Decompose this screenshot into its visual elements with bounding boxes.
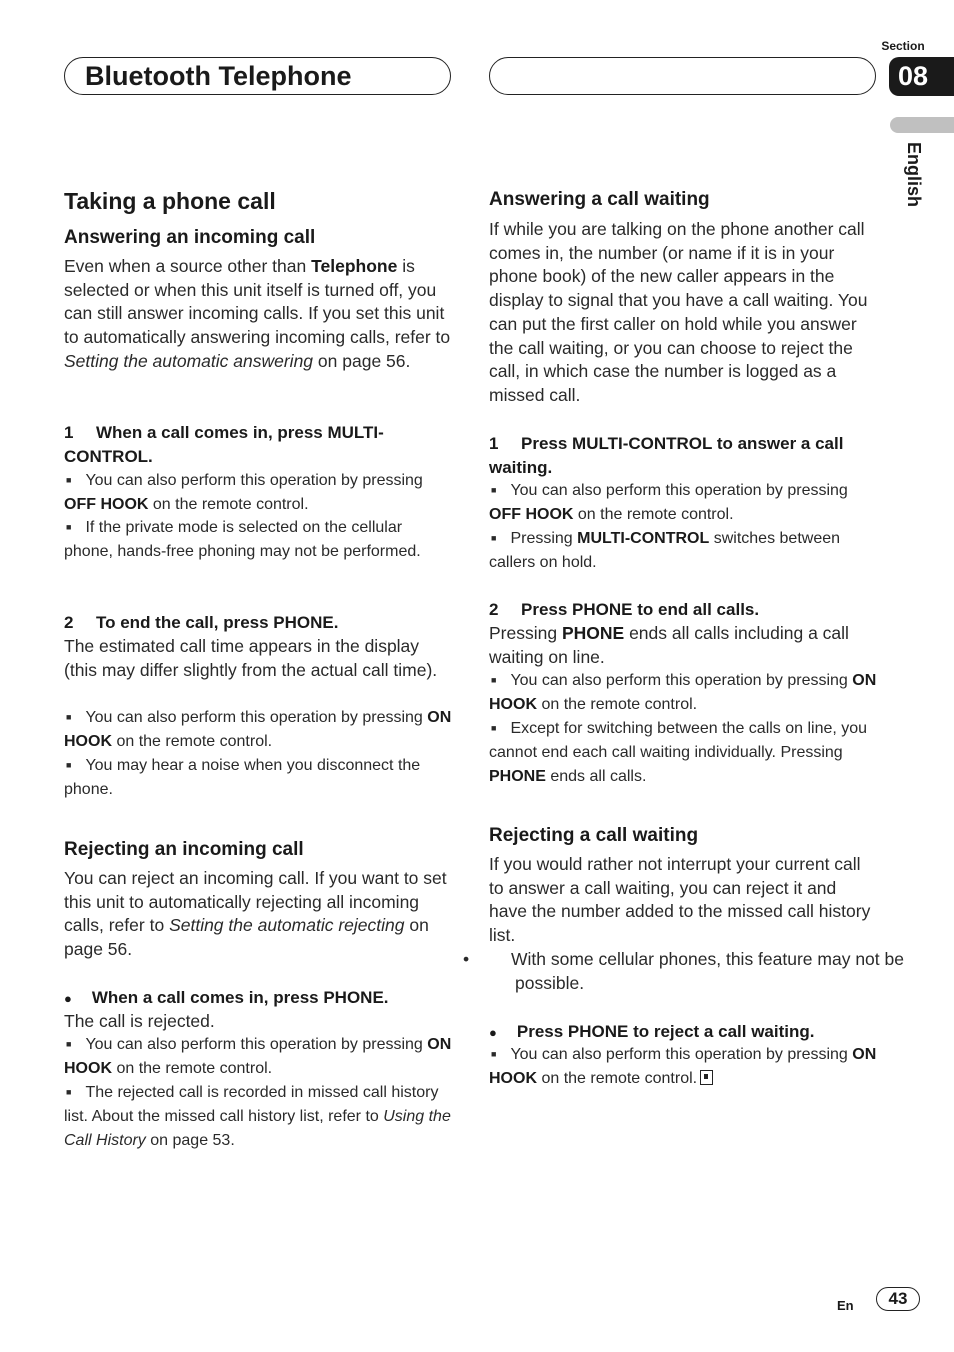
note-1a: ■ You can also perform this operation by pressing OFF HOOK on the remote control. [489, 482, 848, 523]
answer-heading: Answering an incoming call [64, 227, 316, 248]
step-1: 1 Press MULTI-CONTROL to answer a call waiting. [489, 434, 844, 477]
square-bullet-icon: ■ [66, 1087, 72, 1097]
reject-paragraph: You can reject an incoming call. If you want to set this unit to automatically rejecting all incoming calls, refer to Setting the automatic rejecting on page 56. [64, 868, 447, 960]
reject-waiting-step: ● Press PHONE to reject a call waiting. [489, 1022, 815, 1041]
reject-waiting-heading: Rejecting a call waiting [489, 825, 699, 846]
round-bullet-icon: ● [489, 1025, 497, 1040]
square-bullet-icon: ■ [491, 723, 497, 733]
page-title: Bluetooth Telephone [85, 61, 352, 91]
header-title-box [64, 57, 451, 95]
note-1b: ■ If the private mode is selected on the cellular phone, hands-free phoning may not be performed. [64, 519, 421, 560]
header-empty-box [489, 57, 876, 95]
step-2: 2 To end the call, press PHONE. [64, 613, 339, 632]
step-2-paragraph: Pressing PHONE ends all calls including a call waiting on line. [489, 623, 849, 667]
note-1a: ■ You can also perform this operation by pressing OFF HOOK on the remote control. [64, 472, 423, 513]
note-2b: ■ Except for switching between the calls on line, you cannot end each call waiting individually. Pressing PHONE ends all calls. [489, 720, 868, 785]
language-tab-bar [890, 117, 954, 133]
note-2a: ■ You can also perform this operation by pressing ON HOOK on the remote control. [489, 672, 877, 713]
waiting-paragraph: If while you are talking on the phone another call comes in, the number (or name if it is in your phone book) of the new caller appears in the display to signal that you have a call waiting. You can put the first caller on hold while you answer the call waiting, or you can choose to reject the call, in which case the number is logged as a missed call. [489, 219, 868, 405]
reject-waiting-paragraph: If you would rather not interrupt your current call to answer a call waiting, you can reject it and have the number added to the missed call history list. [489, 854, 871, 946]
footer-language: En [837, 1298, 854, 1313]
language-label: English [904, 142, 924, 208]
reject-waiting-bullet: • With some cellular phones, this feature may not be possible. [463, 949, 904, 993]
note-3b: ■ The rejected call is recorded in missed call history list. About the missed call history list, refer to Using the Call History on page 53. [64, 1084, 451, 1149]
square-bullet-icon: ■ [491, 1049, 497, 1059]
square-bullet-icon: ■ [66, 1039, 72, 1049]
note-1b: ■ Pressing MULTI-CONTROL switches between callers on hold. [489, 530, 841, 571]
end-mark-icon [700, 1070, 713, 1085]
section-title: Taking a phone call [64, 188, 276, 214]
square-bullet-icon: ■ [491, 675, 497, 685]
section-number: 08 [898, 61, 929, 91]
step-1: 1 When a call comes in, press MULTI-CONTROL. [64, 423, 384, 466]
square-bullet-icon: ■ [66, 760, 72, 770]
square-bullet-icon: ■ [66, 522, 72, 532]
reject-step-paragraph: The call is rejected. [64, 1011, 215, 1031]
round-bullet-icon: ● [64, 991, 72, 1006]
square-bullet-icon: ■ [491, 533, 497, 543]
reject-step: ● When a call comes in, press PHONE. [64, 988, 389, 1007]
square-bullet-icon: ■ [66, 475, 72, 485]
note-2a: ■ You can also perform this operation by pressing ON HOOK on the remote control. [64, 709, 452, 750]
reject-heading: Rejecting an incoming call [64, 839, 304, 860]
page-number: 43 [876, 1287, 920, 1311]
note-2b: ■ You may hear a noise when you disconnect the phone. [64, 757, 421, 798]
square-bullet-icon: ■ [491, 485, 497, 495]
note-3a: ■ You can also perform this operation by pressing ON HOOK on the remote control. [64, 1036, 452, 1077]
dot-bullet-icon: • [463, 949, 470, 969]
answer-paragraph: Even when a source other than Telephone is selected or when this unit itself is turned off, you can still answer incoming calls. If you set this unit to automatically answering incoming calls, refer to Setting the automatic answering on page 56. [64, 256, 451, 371]
section-label: Section [881, 39, 925, 53]
waiting-heading: Answering a call waiting [489, 189, 710, 210]
step-2: 2 Press PHONE to end all calls. [489, 600, 760, 619]
note-3: ■ You can also perform this operation by pressing ON HOOK on the remote control. [489, 1046, 877, 1087]
step-2-paragraph: The estimated call time appears in the display (this may differ slightly from the actual call time). [64, 636, 438, 680]
square-bullet-icon: ■ [66, 712, 72, 722]
